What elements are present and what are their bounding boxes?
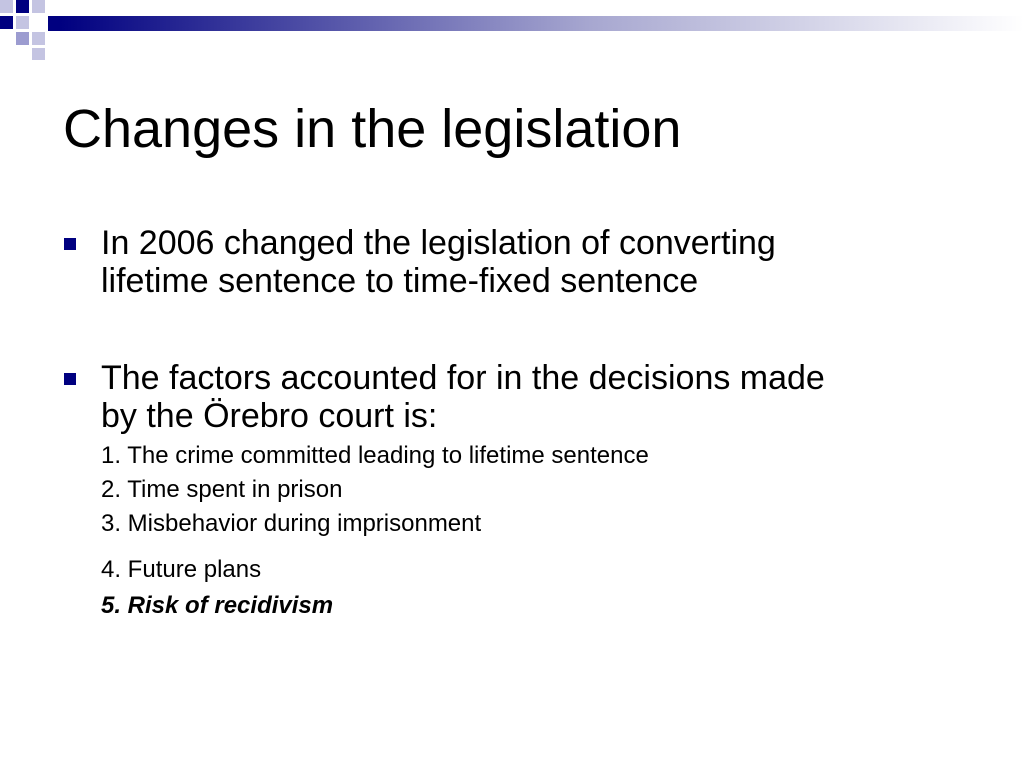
slide-title: Changes in the legislation xyxy=(63,99,682,159)
bullet-2-line-2: by the Örebro court is: xyxy=(101,397,438,435)
factor-item: 3. Misbehavior during imprisonment xyxy=(101,510,482,537)
bullet-1-line-1: In 2006 changed the legislation of converting xyxy=(101,224,776,262)
bullet-square-icon xyxy=(64,373,76,385)
bullet-2-line-1: The factors accounted for in the decisions made xyxy=(101,359,825,397)
factor-item-emphasized: 5. Risk of recidivism xyxy=(101,592,334,619)
factor-item: 1. The crime committed leading to lifetime sentence xyxy=(101,442,649,469)
bullet-1-line-2: lifetime sentence to time-fixed sentence xyxy=(101,262,699,300)
factor-item: 4. Future plans xyxy=(101,556,262,583)
decorative-squares-icon xyxy=(0,0,60,60)
bullet-square-icon xyxy=(64,238,76,250)
factor-item: 2. Time spent in prison xyxy=(101,476,343,503)
header-gradient-band xyxy=(0,0,1024,60)
